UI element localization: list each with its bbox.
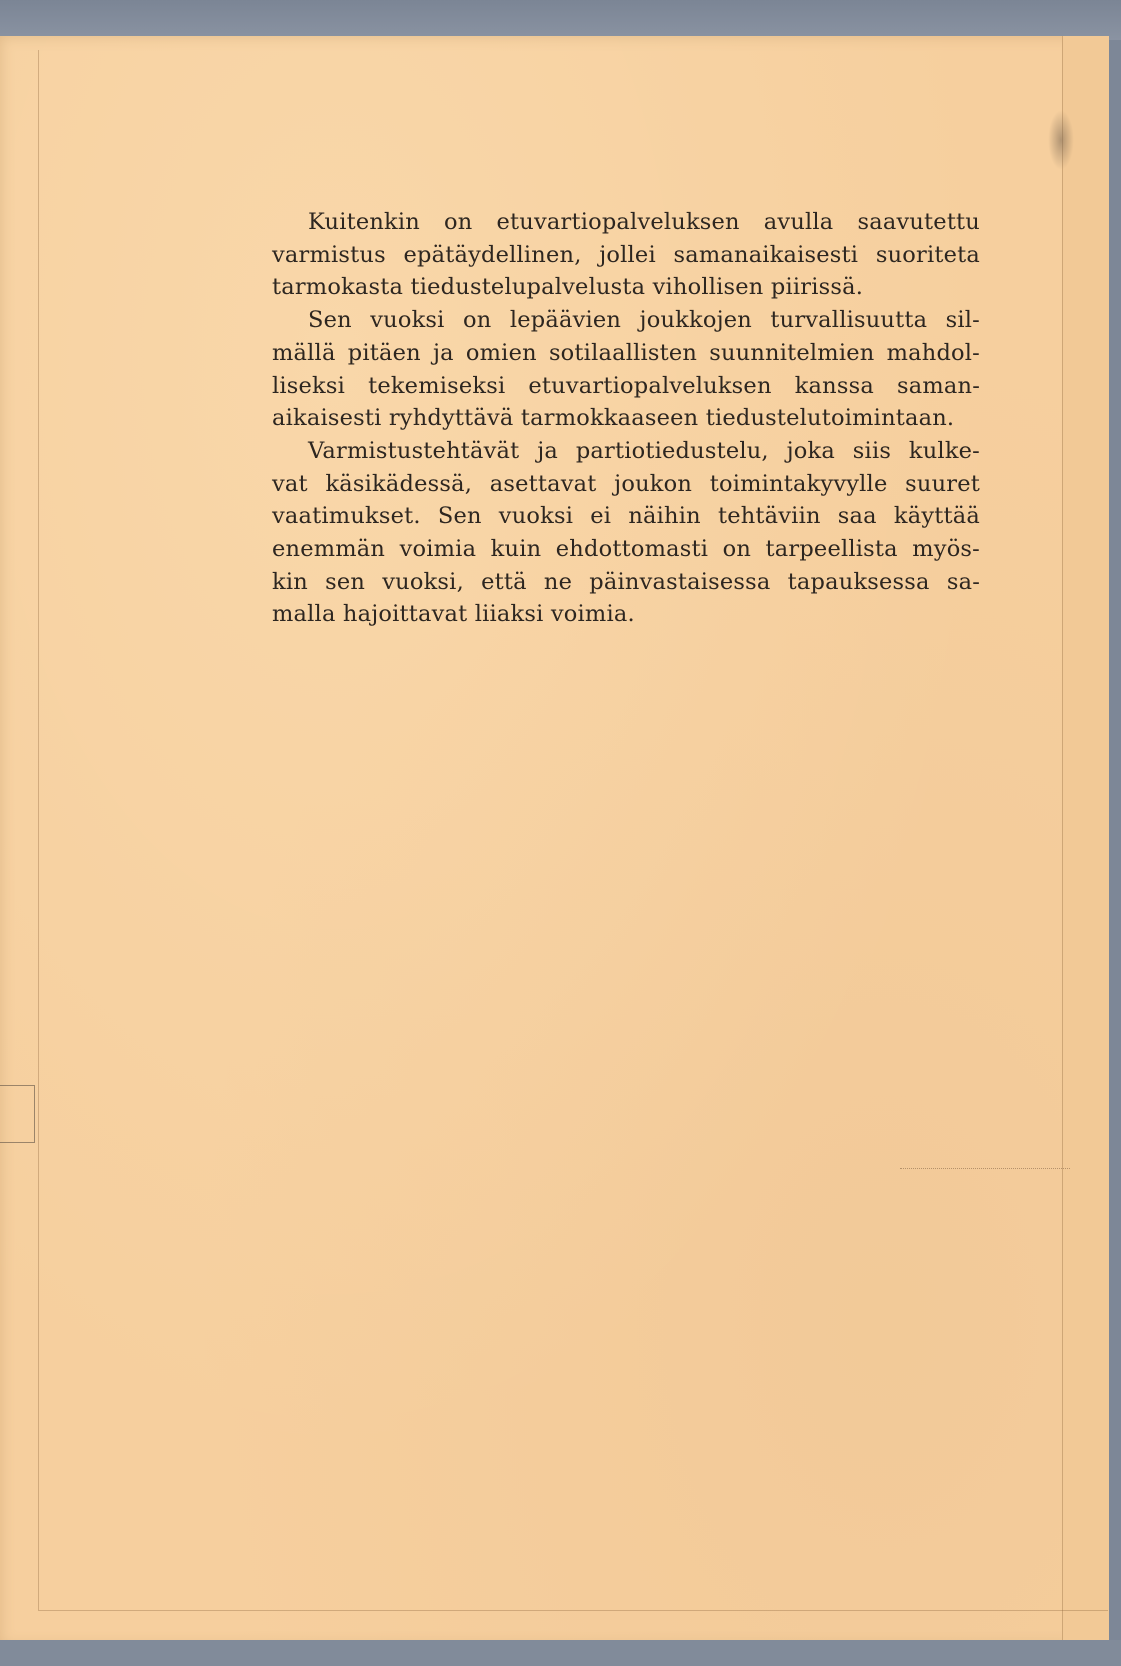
text-line: vat käsikädessä, asettavat joukon toimintakyvylle suuret (272, 470, 980, 497)
text-line: kin sen vuoksi, että ne päinvastaisessa tapauksessa sa- (272, 568, 980, 595)
page-right-edge-strip (1062, 36, 1109, 1646)
dotted-fold-mark (900, 1168, 1070, 1169)
text-line: mällä pitäen ja omien sotilaallisten suunnitelmien mahdol- (272, 339, 980, 366)
text-line: Kuitenkin on etuvartiopalveluksen avulla saavutettu (308, 209, 980, 235)
left-margin-fold-line (38, 50, 39, 1610)
text-line: aikaisesti ryhdyttävä tarmokkaaseen tiedustelutoimintaan. (272, 405, 955, 432)
scanner-background-top (0, 0, 1121, 40)
text-line: vaatimukset. Sen vuoksi ei näihin tehtäviin saa käyttää (272, 503, 980, 530)
scanner-background-bottom (0, 1640, 1121, 1666)
text-line: enemmän voimia kuin ehdottomasti on tarpeellista myös- (272, 536, 980, 563)
text-line: liseksi tekemiseksi etuvartiopalveluksen kanssa saman- (272, 372, 980, 399)
text-line: malla hajoittavat liiaksi voimia. (272, 601, 635, 628)
text-line: Sen vuoksi on lepäävien joukkojen turvallisuutta sil- (308, 307, 980, 334)
text-line: Varmistustehtävät ja partiotiedustelu, joka siis kulke- (308, 437, 980, 464)
page-edge-mark (0, 1085, 35, 1143)
text-line: tarmokasta tiedustelupalvelusta vihollisen piirissä. (272, 274, 864, 301)
text-line: varmistus epätäydellinen, jollei samanaikaisesti suoriteta (272, 241, 980, 268)
body-text (272, 206, 980, 631)
bottom-fold-line (38, 1610, 1108, 1611)
paper-stain (1048, 110, 1074, 170)
